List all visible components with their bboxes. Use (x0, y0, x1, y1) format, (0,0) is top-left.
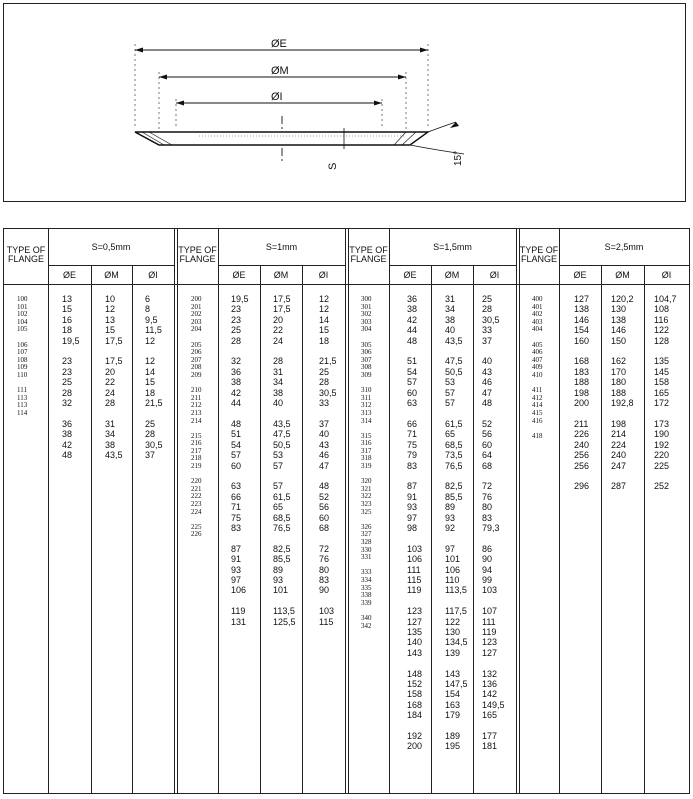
column-header-I: ØI (661, 270, 672, 280)
column-I-values: 12 12 14 15 18 21,5 25 28 30,5 33 37 40 43 46 47 48 52 56 60 68 72 76 80 83 90 103 115 (319, 294, 337, 627)
label-diameter-E: ØE (271, 38, 287, 50)
thickness-header: S=2,5mm (604, 242, 644, 252)
column-header-M: ØM (104, 270, 119, 280)
column-E-values: 13 15 16 18 19,5 23 23 25 28 32 36 38 42 48 (62, 294, 80, 461)
column-I-values: 104,7 108 116 122 128 135 145 158 165 172 173 190 192 220 225 252 (654, 294, 677, 492)
type-of-flange-header: TYPE OF FLANGE (519, 245, 559, 264)
flange-type-list: 300 301 302 303 304 305 306 307 308 309 310 311 312 313 314 315 316 317 318 319 320 321 322 323 325 326 327 328 330 331 333 334 335 338 339 340 342 (361, 295, 372, 630)
column-header-E: ØE (232, 270, 246, 280)
column-E-values: 127 138 146 154 160 168 183 188 198 200 211 226 240 256 256 296 (574, 294, 590, 492)
column-header-E: ØE (573, 270, 587, 280)
label-diameter-M: ØM (271, 65, 289, 77)
label-chamfer-angle: 15° (453, 150, 464, 166)
gasket-cross-section-drawing (4, 4, 685, 201)
gasket-drawing-panel (3, 3, 686, 202)
flange-dimension-table (3, 228, 690, 794)
column-header-I: ØI (318, 270, 329, 280)
column-header-M: ØM (273, 270, 289, 280)
flange-type-list: 400 401 402 403 404 405 406 407 409 410 411 412 414 415 416 418 (532, 295, 543, 440)
column-M-values: 17,5 17,5 20 22 24 28 31 34 38 40 43,5 47,5 50,5 53 57 57 61,5 65 68,5 76,5 82,5 85,5 89 93 101 113,5 125,5 (273, 294, 296, 627)
column-header-I: ØI (148, 270, 158, 280)
column-E-values: 36 38 42 44 48 51 54 57 60 63 66 71 75 79 83 87 91 93 97 98 103 106 111 115 119 123 127 135 140 143 148 152 158 168 184 192 200 (407, 294, 423, 752)
column-header-E: ØE (62, 270, 76, 280)
column-M-values: 120,2 130 138 146 150 162 170 180 188 192,8 198 214 224 240 247 287 (611, 294, 634, 492)
label-diameter-I: ØI (271, 91, 283, 103)
column-M-values: 10 12 13 15 17,5 17,5 20 22 24 28 31 34 38 43,5 (105, 294, 123, 461)
column-I-values: 25 28 30,5 33 37 40 43 46 47 48 52 56 60 64 68 72 76 80 83 79,3 86 90 94 99 103 107 111 119 123 127 132 136 142 149,5 165 177 181 (482, 294, 505, 752)
type-of-flange-header: TYPE OF FLANGE (349, 245, 388, 264)
column-M-values: 31 34 38 40 43,5 47,5 50,5 53 57 57 61,5 65 68,5 73,5 76,5 82,5 85,5 89 93 92 97 101 106 110 113,5 117,5 122 130 134,5 139 143 147,5 154 163 179 189 195 (445, 294, 468, 752)
column-header-M: ØM (444, 270, 460, 280)
thickness-header: S=1,5mm (433, 242, 472, 252)
type-of-flange-header: TYPE OF FLANGE (178, 245, 217, 264)
column-header-M: ØM (615, 270, 630, 280)
type-of-flange-header: TYPE OF FLANGE (6, 245, 46, 264)
gasket-profile (135, 132, 428, 145)
label-thickness-S: S (327, 162, 339, 170)
flange-type-list: 100 101 102 104 105 106 107 108 109 110 111 113 113 114 (17, 295, 28, 417)
column-E-values: 19,5 23 23 25 28 32 36 38 42 44 48 51 54 57 60 63 66 71 75 83 87 91 93 97 106 119 131 (231, 294, 249, 627)
column-header-I: ØI (489, 270, 500, 280)
thickness-header: S=0,5mm (91, 242, 131, 252)
column-I-values: 6 8 9,5 11,5 12 12 14 15 18 21,5 25 28 30,5 37 (145, 294, 163, 461)
column-header-E: ØE (403, 270, 417, 280)
thickness-header: S=1mm (265, 242, 298, 252)
flange-type-list: 200 201 202 203 204 205 206 207 208 209 210 211 212 213 214 215 216 217 218 219 220 221 222 223 224 225 226 (191, 295, 202, 539)
